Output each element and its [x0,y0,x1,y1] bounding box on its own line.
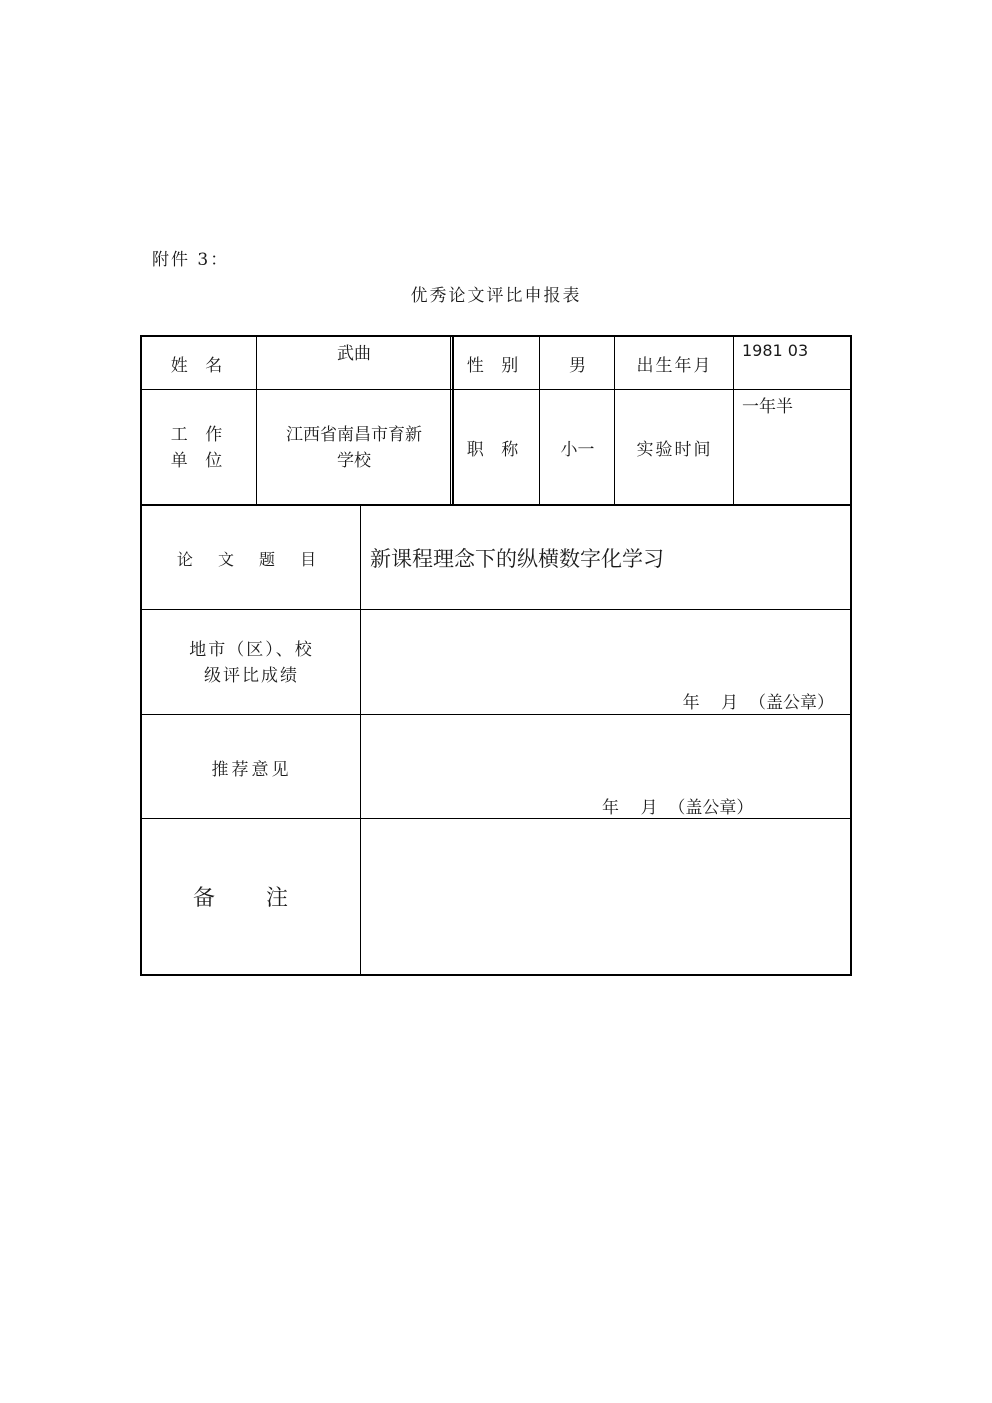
district-label-line1: 地市（区）、校 [189,639,314,660]
birth-label-cell [615,337,734,390]
row-recommendation [142,715,850,819]
gender-value-cell [540,337,615,390]
work-label-cell [142,390,257,505]
birth-value-cell [734,337,850,390]
birth-value: 1981 03 [742,341,809,360]
row-remarks [142,819,850,974]
recommend-label: 推荐意见 [211,759,292,780]
paper-label-cell [142,506,361,610]
district-stamp: 年 月 （盖公章） [682,693,834,713]
work-value-line2: 学校 [337,450,371,471]
exp-label: 实验时间 [636,440,713,460]
exp-value-cell [734,390,850,505]
row-personal-info [142,337,850,390]
name-value: 武曲 [337,344,371,364]
gender-value: 男 [569,356,586,376]
remark-label-cell [142,819,361,974]
district-label-cell [142,610,361,715]
title-value: 小一 [560,440,595,460]
recommend-label-cell [142,715,361,819]
district-label-line2: 级评比成绩 [204,665,299,686]
work-value-cell [257,390,451,505]
work-label-line2: 单 位 [170,450,229,471]
gender-label-cell [451,337,540,390]
paper-label: 论 文 题 目 [176,549,327,569]
title-label-cell [451,390,540,505]
gender-label: 性 别 [466,356,525,376]
row-district-score [142,610,850,715]
name-value-cell [257,337,451,390]
row-paper-title [142,506,850,610]
birth-label: 出生年月 [636,356,713,376]
form-title: 优秀论文评比申报表 [410,286,582,306]
application-form-table [140,335,852,976]
exp-value: 一年半 [742,397,793,417]
name-label-cell [142,337,257,390]
exp-label-cell [615,390,734,505]
paper-value-cell [362,506,850,610]
paper-title-value: 新课程理念下的纵横数字化学习 [370,547,664,571]
attachment-label: 附件 3： [152,250,230,270]
title-label: 职 称 [466,440,525,460]
district-value-cell [362,610,850,715]
recommend-value-cell [362,715,850,819]
recommend-stamp: 年 月 （盖公章） [602,798,754,818]
row-work-info [142,390,850,505]
title-value-cell [540,390,615,505]
work-value-line1: 江西省南昌市育新 [286,424,422,445]
name-label: 姓 名 [170,356,229,376]
remark-label: 备 注 [193,886,310,911]
work-label-line1: 工 作 [170,424,229,445]
remark-value-cell [362,819,850,974]
